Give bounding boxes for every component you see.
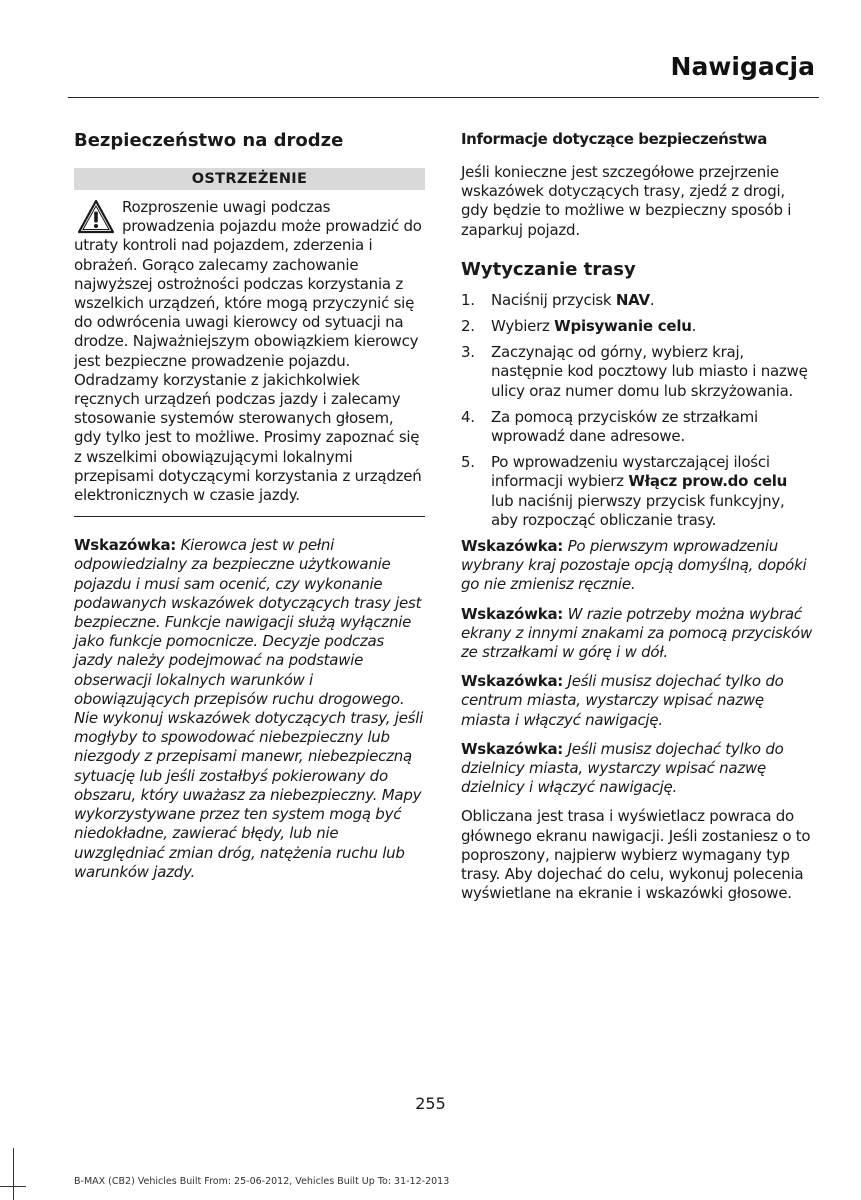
step-number: 3. xyxy=(461,343,475,362)
step-text: Zaczynając od górny, wybierz kraj, następnie kod pocztowy lub miasto i nazwę ulicy oraz numer domu lub skrzyżowania. xyxy=(491,343,808,400)
note-driver-responsibility xyxy=(74,536,425,882)
right-column xyxy=(461,128,814,904)
note-default-country: Wskazówka: Po pierwszym wprowadzeniu wybrany kraj pozostaje opcją domyślną, dopóki go nie zmienisz ręcznie. xyxy=(461,537,807,594)
step-number: 4. xyxy=(461,407,475,426)
safety-info-heading: Informacje dotyczące bezpieczeństwa xyxy=(461,130,767,148)
route-heading: Wytyczanie trasy xyxy=(461,258,636,280)
route-steps-list xyxy=(461,291,814,530)
warning-box xyxy=(74,198,425,517)
warning-label-bar xyxy=(74,168,425,190)
list-item xyxy=(461,317,814,336)
page-number: 255 xyxy=(415,1094,446,1113)
note-text: Kierowca jest w pełni odpowiedzialny za bezpieczne użytkowanie pojazdu i musi sam ocenić, czy wykonanie podawanych wskazówek dotyczących trasy jest bezpieczne. Funkcje nawigacji służą wyłącznie jako funkcje pomocnicze. Decyzje podczas jazdy należy podejmować na podstawie obserwacji lokalnych warunków i obowiązujących przepisów ruchu drogowego. Nie wykonuj wskazówek dotyczących trasy, jeśli mogłyby to spowodować niebezpieczny lub niezgody z przepisami manewr, niebezpieczną sytuację lub jeśli zostałbyś pokierowany do obszaru, który uważasz za niebezpieczny. Mapy wykorzystywane przez ten system mogą być niedokładne, zawierać błędy, lub nie uwzględniać zmian dróg, natężenia ruchu lub warunków jazdy. xyxy=(74,536,424,881)
step-text: Wybierz Wpisywanie celu. xyxy=(491,317,697,336)
warning-label: OSTRZEŻENIE xyxy=(191,171,308,187)
list-item xyxy=(461,408,814,446)
title-rule xyxy=(68,97,819,98)
step-text: Po wprowadzeniu wystarczającej ilości informacji wybierz Włącz prow.do celu lub naciśnij pierwszy przycisk funkcyjny, aby rozpocząć obliczanie trasy. xyxy=(491,453,788,529)
list-item xyxy=(461,291,814,310)
note-district: Wskazówka: Jeśli musisz dojechać tylko do dzielnicy miasta, wystarczy wpisać nazwę dzielnicy i włączyć nawigację. xyxy=(461,739,784,797)
note-screen-selection: Wskazówka: W razie potrzeby można wybrać ekrany z innymi znakami za pomocą przycisków ze strzałkami w górę i w dół. xyxy=(461,604,812,662)
safety-info-text: Jeśli konieczne jest szczegółowe przejrzenie wskazówek dotyczących trasy, zjedź z drogi, gdy będzie to możliwe w bezpieczny sposób i zaparkuj pojazd. xyxy=(461,163,792,239)
section-heading-road-safety: Bezpieczeństwo na drodze xyxy=(74,130,344,151)
left-column xyxy=(74,128,425,882)
step-number: 2. xyxy=(461,317,475,336)
list-item xyxy=(461,453,814,530)
warning-end-rule xyxy=(74,516,425,517)
note-label: Wskazówka: xyxy=(74,536,177,555)
note-city-centre: Wskazówka: Jeśli musisz dojechać tylko do centrum miasta, wystarczy wpisać nazwę miasta i włączyć nawigację. xyxy=(461,672,784,729)
step-text: Naciśnij przycisk NAV. xyxy=(491,290,655,309)
list-item xyxy=(461,343,814,401)
footer-vehicle-info: B-MAX (CB2) Vehicles Built From: 25-06-2012, Vehicles Built Up To: 31-12-2013 xyxy=(74,1176,450,1187)
page-title: Nawigacja xyxy=(670,52,815,81)
step-number: 1. xyxy=(461,290,475,309)
crop-mark xyxy=(0,1186,26,1187)
route-calculation-text: Obliczana jest trasa i wyświetlacz powraca do głównego ekranu nawigacji. Jeśli zostaniesz o to poproszony, najpierw wybierz wymagany typ trasy. Aby dojechać do celu, wykonuj polecenia wyświetlane na ekranie i wskazówki głosowe. xyxy=(461,807,811,903)
warning-triangle-icon xyxy=(76,198,116,236)
step-text: Za pomocą przycisków ze strzałkami wprowadź dane adresowe. xyxy=(491,407,758,446)
crop-mark xyxy=(13,1148,14,1200)
warning-text: Rozproszenie uwagi podczas prowadzenia pojazdu może prowadzić do utraty kontroli nad pojazdem, zderzenia i obrażeń. Gorąco zalecamy zachowanie najwyższej ostrożności podczas korzystania z wszelkich urządzeń, które mogą przyczynić się do odwrócenia uwagi kierowcy od sytuacji na drodze. Najważniejszym obowiązkiem kierowcy jest bezpieczne prowadzenie pojazdu. Odradzamy korzystanie z jakichkolwiek ręcznych urządzeń podczas jazdy i zalecamy stosowanie systemów sterowanych głosem, gdy tylko jest to możliwe. Prosimy zapoznać się z wszelkimi obowiązującymi lokalnymi przepisami dotyczącymi korzystania z urządzeń elektronicznych w czasie jazdy. xyxy=(74,198,422,505)
step-number: 5. xyxy=(461,453,475,472)
